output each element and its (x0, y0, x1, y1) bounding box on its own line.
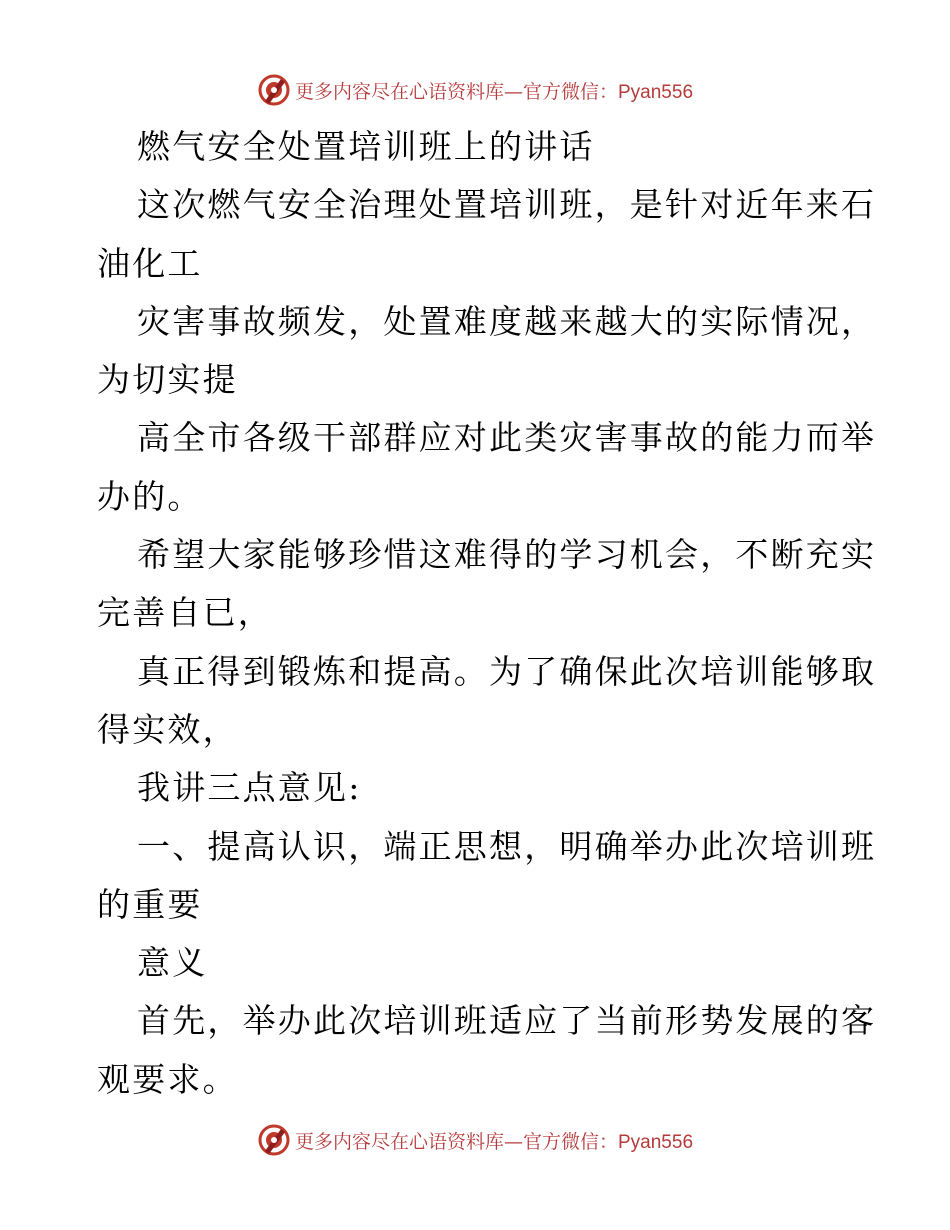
watermark-label: 更多内容尽在心语资料库—官方微信： (294, 1130, 618, 1153)
watermark-label: 更多内容尽在心语资料库—官方微信： (294, 80, 618, 103)
document-body (97, 118, 877, 1109)
red-pen-seal-logo-icon (257, 73, 291, 107)
paragraph-line: 一、提高认识，端正思想，明确举办此次培训班 (137, 826, 877, 866)
footer-watermark (0, 1120, 950, 1160)
paragraph-line: 办的。 (97, 476, 203, 516)
paragraph-line: 高全市各级干部群应对此类灾害事故的能力而举 (137, 418, 877, 458)
watermark-id: Pyan556 (618, 1131, 694, 1153)
paragraph-line: 这次燃气安全治理处置培训班，是针对近年来石 (137, 185, 877, 225)
paragraph-line: 燃气安全处置培训班上的讲话 (137, 127, 595, 166)
paragraph-line: 得实效， (97, 709, 238, 749)
paragraph-line: 我讲三点意见: (137, 768, 362, 808)
header-watermark (0, 70, 950, 110)
paragraph-line: 完善自已， (97, 593, 273, 633)
paragraph-line: 的重要 (97, 884, 203, 924)
red-pen-seal-logo-icon (257, 1123, 291, 1157)
watermark-text (295, 77, 693, 104)
paragraph-line: 油化工 (97, 243, 203, 283)
paragraph-line: 为切实提 (97, 360, 238, 400)
watermark-text (295, 1127, 693, 1154)
paragraph-line: 观要求。 (97, 1059, 238, 1099)
watermark-id: Pyan556 (618, 81, 694, 103)
paragraph-line: 真正得到锻炼和提高。为了确保此次培训能够取 (137, 651, 877, 691)
paragraph-line: 灾害事故频发，处置难度越来越大的实际情况， (137, 301, 877, 341)
paragraph-line: 首先，举办此次培训班适应了当前形势发展的客 (137, 1001, 877, 1041)
paragraph-line: 意义 (137, 943, 208, 983)
paragraph-line: 希望大家能够珍惜这难得的学习机会，不断充实 (137, 535, 877, 575)
